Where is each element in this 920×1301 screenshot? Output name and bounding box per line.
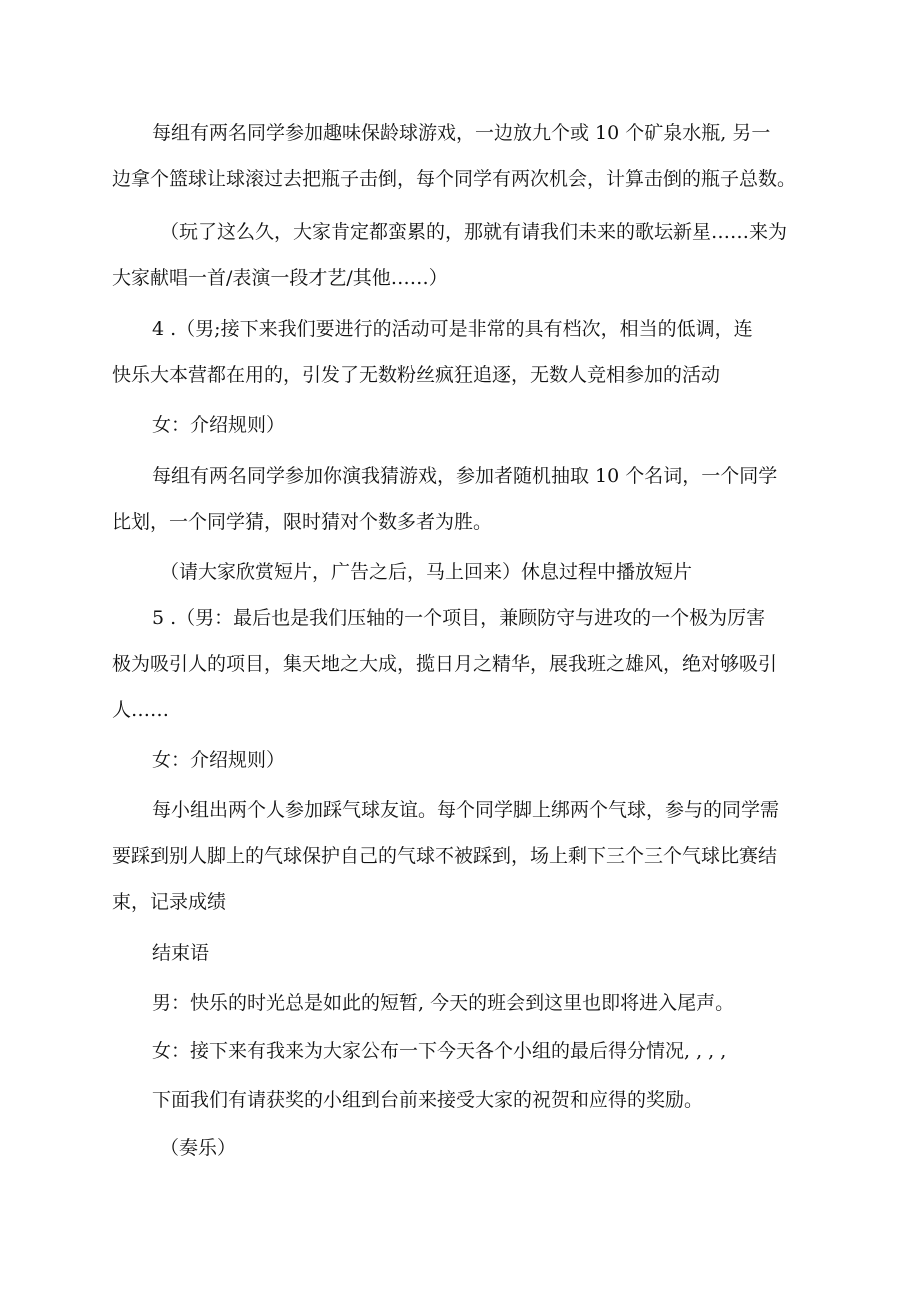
text-line: 人…… — [112, 699, 170, 721]
text-line: 男：快乐的时光总是如此的短暂, 今天的班会到这里也即将进入尾声。 — [152, 992, 735, 1014]
text-line: 女：介绍规则） — [152, 749, 286, 771]
text-line: 4 .（男;接下来我们要进行的活动可是非常的具有档次，相当的低调，连 — [152, 318, 753, 340]
paragraph-bowling-rules — [112, 110, 812, 202]
paragraph-item-4 — [112, 306, 812, 398]
text-line: 每小组出两个人参加踩气球友谊。每个同学脚上绑两个气球，参与的同学需 — [152, 799, 780, 821]
text-line: 5 .（男：最后也是我们压轴的一个项目，兼顾防守与进攻的一个极为厉害 — [152, 607, 766, 629]
text-line: （请大家欣赏短片，广告之后，马上回来）休息过程中播放短片 — [160, 561, 693, 583]
text-line: 比划，一个同学猜，限时猜对个数多者为胜。 — [112, 511, 493, 533]
text-line: 要踩到别人脚上的气球保护自己的气球不被踩到，场上剩下三个三个气球比赛结 — [112, 845, 778, 867]
paragraph-award-invite — [112, 1077, 812, 1123]
paragraph-male-closing — [112, 980, 812, 1026]
text-line: （奏乐） — [160, 1137, 237, 1159]
text-line: 大家献唱一首/表演一段才艺/其他……） — [112, 267, 448, 289]
paragraph-female-scores — [112, 1028, 812, 1074]
text-line: 边拿个篮球让球滚过去把瓶子击倒，每个同学有两次机会，计算击倒的瓶子总数。 — [112, 168, 797, 190]
paragraph-singing-intro — [112, 209, 812, 301]
paragraph-balloon-rules — [112, 787, 812, 925]
text-line: （玩了这么久，大家肯定都蛮累的，那就有请我们未来的歌坛新星……来为 — [160, 221, 788, 243]
text-line: 极为吸引人的项目，集天地之大成，揽日月之精华，展我班之雄风，绝对够吸引 — [112, 653, 778, 675]
paragraph-music-cue — [112, 1125, 812, 1171]
text-line: 快乐大本营都在用的，引发了无数粉丝疯狂追逐，无数人竞相参加的活动 — [112, 364, 721, 386]
section-heading-closing — [112, 930, 812, 976]
paragraph-break-video — [112, 549, 812, 595]
text-line: 女：介绍规则） — [152, 414, 286, 436]
paragraph-charades-rules — [112, 453, 812, 545]
paragraph-female-rules-2 — [112, 737, 812, 783]
paragraph-female-rules-1 — [112, 402, 812, 448]
text-line: 每组有两名同学参加趣味保龄球游戏，一边放九个或 10 个矿泉水瓶, 另一 — [152, 122, 771, 144]
paragraph-item-5 — [112, 595, 812, 733]
text-line: 女：接下来有我来为大家公布一下今天各个小组的最后得分情况, , , , — [152, 1040, 727, 1062]
text-line: 结束语 — [152, 942, 210, 964]
text-line: 下面我们有请获奖的小组到台前来接受大家的祝贺和应得的奖励。 — [152, 1089, 704, 1111]
text-line: 束，记录成绩 — [112, 891, 227, 913]
text-line: 每组有两名同学参加你演我猜游戏，参加者随机抽取 10 个名词，一个同学 — [152, 465, 778, 487]
